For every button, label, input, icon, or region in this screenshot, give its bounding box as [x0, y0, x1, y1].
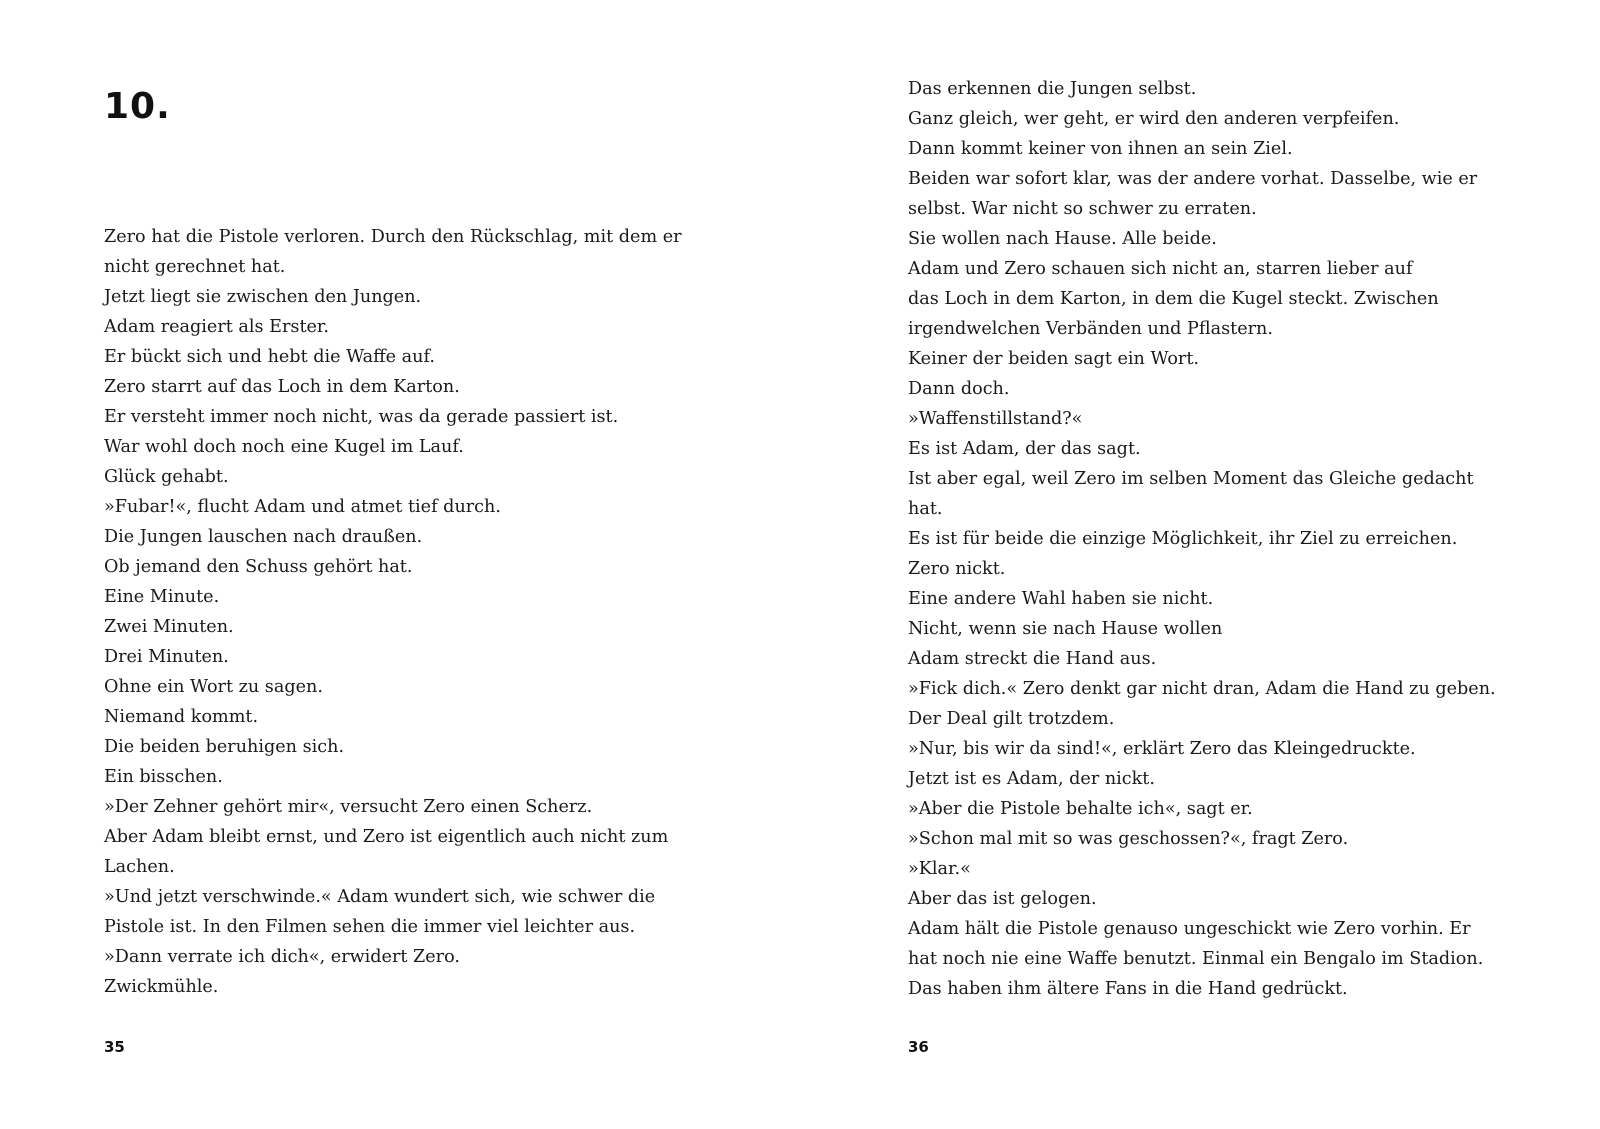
- text-line: »Fick dich.« Zero denkt gar nicht dran, Adam die Hand zu geben.: [908, 679, 1496, 699]
- text-line: »Waffenstillstand?«: [908, 409, 1083, 429]
- text-line: Keiner der beiden sagt ein Wort.: [908, 349, 1199, 369]
- text-line: Lachen.: [104, 857, 175, 877]
- text-line: hat noch nie eine Waffe benutzt. Einmal ein Bengalo im Stadion.: [908, 949, 1484, 969]
- text-line: »Aber die Pistole behalte ich«, sagt er.: [908, 799, 1253, 819]
- text-line: Es ist für beide die einzige Möglichkeit, ihr Ziel zu erreichen.: [908, 529, 1458, 549]
- text-line: Es ist Adam, der das sagt.: [908, 439, 1141, 459]
- chapter-title: 10.: [104, 86, 171, 127]
- text-line: Adam hält die Pistole genauso ungeschickt wie Zero vorhin. Er: [908, 919, 1471, 939]
- text-line: Das erkennen die Jungen selbst.: [908, 79, 1197, 99]
- text-line: Eine Minute.: [104, 587, 220, 607]
- text-line: Dann doch.: [908, 379, 1010, 399]
- text-line: hat.: [908, 499, 943, 519]
- text-line: Zwei Minuten.: [104, 617, 234, 637]
- text-line: Glück gehabt.: [104, 467, 229, 487]
- text-line: Drei Minuten.: [104, 647, 229, 667]
- text-line: selbst. War nicht so schwer zu erraten.: [908, 199, 1257, 219]
- text-line: Er versteht immer noch nicht, was da gerade passiert ist.: [104, 407, 619, 427]
- text-line: Er bückt sich und hebt die Waffe auf.: [104, 347, 435, 367]
- text-line: Nicht, wenn sie nach Hause wollen: [908, 619, 1223, 639]
- text-line: Pistole ist. In den Filmen sehen die immer viel leichter aus.: [104, 917, 636, 937]
- text-line: Eine andere Wahl haben sie nicht.: [908, 589, 1214, 609]
- text-line: »Klar.«: [908, 859, 971, 879]
- text-line: »Nur, bis wir da sind!«, erklärt Zero das Kleingedruckte.: [908, 739, 1416, 759]
- text-line: Aber Adam bleibt ernst, und Zero ist eigentlich auch nicht zum: [104, 827, 669, 847]
- text-line: Zero starrt auf das Loch in dem Karton.: [104, 377, 460, 397]
- text-line: das Loch in dem Karton, in dem die Kugel steckt. Zwischen: [908, 289, 1439, 309]
- text-line: Dann kommt keiner von ihnen an sein Ziel.: [908, 139, 1293, 159]
- text-line: »Der Zehner gehört mir«, versucht Zero einen Scherz.: [104, 797, 593, 817]
- text-line: Die beiden beruhigen sich.: [104, 737, 345, 757]
- right-text-block: [908, 74, 1568, 1004]
- text-line: Ohne ein Wort zu sagen.: [104, 677, 323, 697]
- text-line: »Und jetzt verschwinde.« Adam wundert sich, wie schwer die: [104, 887, 656, 907]
- text-line: Der Deal gilt trotzdem.: [908, 709, 1115, 729]
- text-line: Das haben ihm ältere Fans in die Hand gedrückt.: [908, 979, 1348, 999]
- text-line: Adam und Zero schauen sich nicht an, starren lieber auf: [908, 259, 1413, 279]
- text-line: Zwickmühle.: [104, 977, 219, 997]
- text-line: Zero nickt.: [908, 559, 1006, 579]
- text-line: Jetzt liegt sie zwischen den Jungen.: [104, 287, 422, 307]
- text-line: Sie wollen nach Hause. Alle beide.: [908, 229, 1217, 249]
- text-line: Aber das ist gelogen.: [908, 889, 1097, 909]
- text-line: irgendwelchen Verbänden und Pflastern.: [908, 319, 1273, 339]
- text-line: War wohl doch noch eine Kugel im Lauf.: [104, 437, 464, 457]
- right-page: [908, 0, 1568, 1129]
- text-line: Adam reagiert als Erster.: [104, 317, 329, 337]
- text-line: nicht gerechnet hat.: [104, 257, 286, 277]
- text-line: Die Jungen lauschen nach draußen.: [104, 527, 423, 547]
- text-line: Ganz gleich, wer geht, er wird den anderen verpfeifen.: [908, 109, 1400, 129]
- page-number-left: 35: [104, 1038, 125, 1056]
- page-number-right: 36: [908, 1038, 929, 1056]
- text-line: Zero hat die Pistole verloren. Durch den Rückschlag, mit dem er: [104, 227, 682, 247]
- text-line: Beiden war sofort klar, was der andere vorhat. Dasselbe, wie er: [908, 169, 1478, 189]
- text-line: »Fubar!«, flucht Adam und atmet tief durch.: [104, 497, 501, 517]
- text-line: Ob jemand den Schuss gehört hat.: [104, 557, 413, 577]
- text-line: »Dann verrate ich dich«, erwidert Zero.: [104, 947, 460, 967]
- text-line: Niemand kommt.: [104, 707, 259, 727]
- text-line: »Schon mal mit so was geschossen?«, fragt Zero.: [908, 829, 1349, 849]
- text-line: Ein bisschen.: [104, 767, 223, 787]
- left-page: [104, 0, 764, 1129]
- left-text-block: [104, 222, 764, 1002]
- text-line: Ist aber egal, weil Zero im selben Moment das Gleiche gedacht: [908, 469, 1474, 489]
- text-line: Jetzt ist es Adam, der nickt.: [908, 769, 1155, 789]
- text-line: Adam streckt die Hand aus.: [908, 649, 1157, 669]
